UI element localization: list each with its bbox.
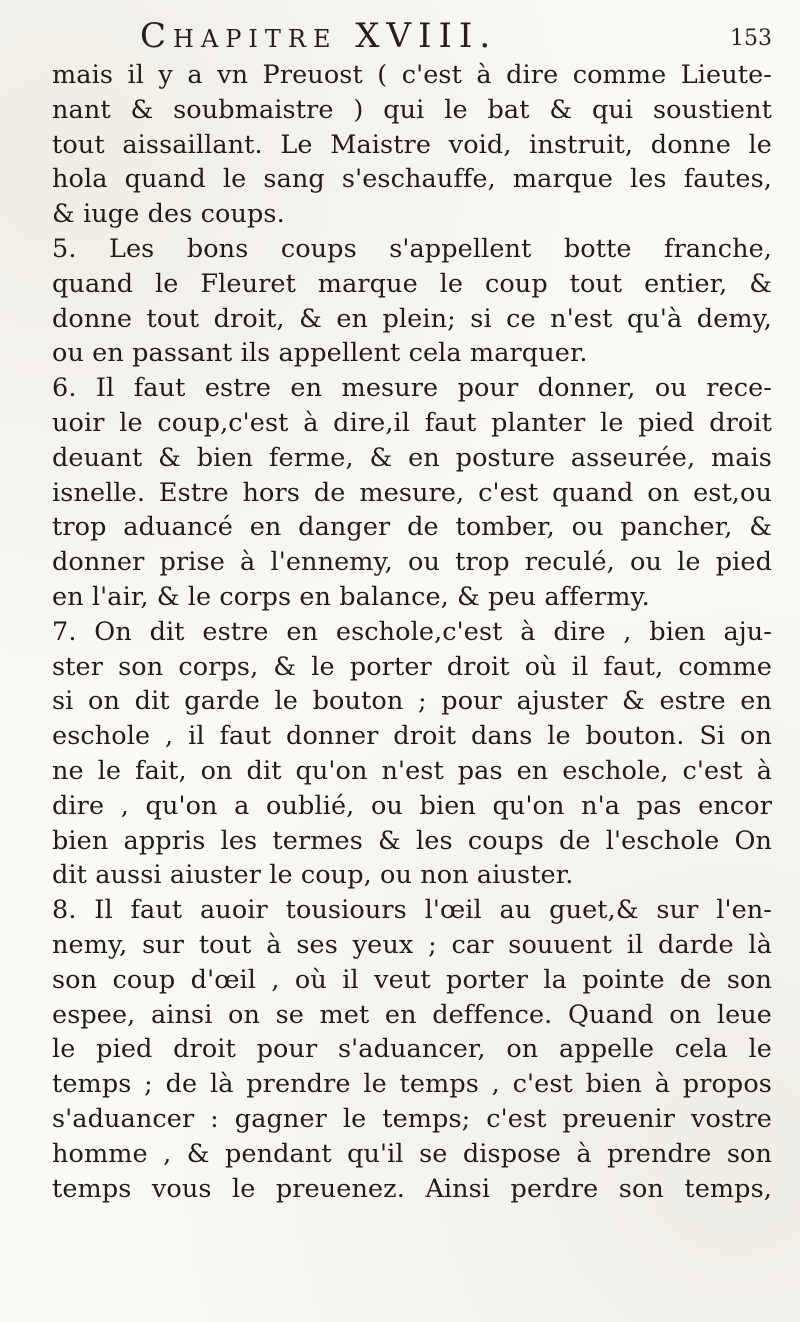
text-line: hola quand le sang s'eschauffe, marque les fautes, (52, 164, 772, 195)
text-line: & iuge des coups. (52, 199, 285, 230)
page-number: 153 (730, 26, 772, 51)
running-head (0, 14, 800, 58)
text-line: homme , & pendant qu'il se dispose à prendre son (52, 1138, 772, 1169)
text-line: nemy, sur tout à ses yeux ; car souuent il darde là (52, 929, 772, 960)
text-line: son coup d'œil , où il veut porter la pointe de son (52, 964, 772, 995)
chapter-title: Chapitre XVIII. (140, 16, 498, 56)
text-line: si on dit garde le bouton ; pour ajuster & estre en (52, 686, 772, 717)
text-line: espee, ainsi on se met en deffence. Quand on leue (52, 999, 772, 1030)
text-line: dire , qu'on a oublié, ou bien qu'on n'a pas encor (52, 790, 772, 821)
text-line: 7. On dit estre en eschole,c'est à dire , bien aju- (52, 616, 772, 647)
text-line: ou en passant ils appellent cela marquer. (52, 338, 588, 369)
text-line: temps ; de là prendre le temps , c'est bien à propos (52, 1069, 772, 1100)
text-line: en l'air, & le corps en balance, & peu affermy. (52, 581, 650, 612)
text-line: nant & soubmaistre ) qui le bat & qui soustient (52, 94, 772, 125)
text-line: bien appris les termes & les coups de l'eschole On (52, 825, 772, 856)
text-line: tout aissaillant. Le Maistre void, instruit, donne le (52, 129, 772, 160)
text-line: 6. Il faut estre en mesure pour donner, ou rece- (52, 373, 772, 404)
text-line: 8. Il faut auoir tousiours l'œil au guet,& sur l'en- (52, 895, 772, 926)
text-line: uoir le coup,c'est à dire,il faut planter le pied droit (52, 407, 772, 438)
text-line: 5. Les bons coups s'appellent botte franche, (52, 233, 772, 264)
text-line: trop aduancé en danger de tomber, ou pancher, & (52, 512, 772, 543)
text-line: isnelle. Estre hors de mesure, c'est quand on est,ou (52, 477, 772, 508)
text-line: s'aduancer : gagner le temps; c'est preuenir vostre (52, 1103, 772, 1134)
text-line: eschole , il faut donner droit dans le bouton. Si on (52, 721, 772, 752)
text-line: le pied droit pour s'aduancer, on appelle cela le (52, 1034, 772, 1065)
text-line: dit aussi aiuster le coup, ou non aiuster. (52, 860, 574, 891)
text-line: temps vous le preuenez. Ainsi perdre son temps, (52, 1173, 772, 1204)
body-text (52, 58, 772, 1206)
text-line: deuant & bien ferme, & en posture asseurée, mais (52, 442, 772, 473)
text-line: quand le Fleuret marque le coup tout entier, & (52, 268, 772, 299)
text-line: ne le fait, on dit qu'on n'est pas en eschole, c'est à (52, 755, 772, 786)
text-line: donner prise à l'ennemy, ou trop reculé, ou le pied (52, 547, 772, 578)
text-line: ster son corps, & le porter droit où il faut, comme (52, 651, 772, 682)
text-line: donne tout droit, & en plein; si ce n'est qu'à demy, (52, 303, 772, 334)
text-line: mais il y a vn Preuost ( c'est à dire comme Lieute- (52, 60, 772, 90)
